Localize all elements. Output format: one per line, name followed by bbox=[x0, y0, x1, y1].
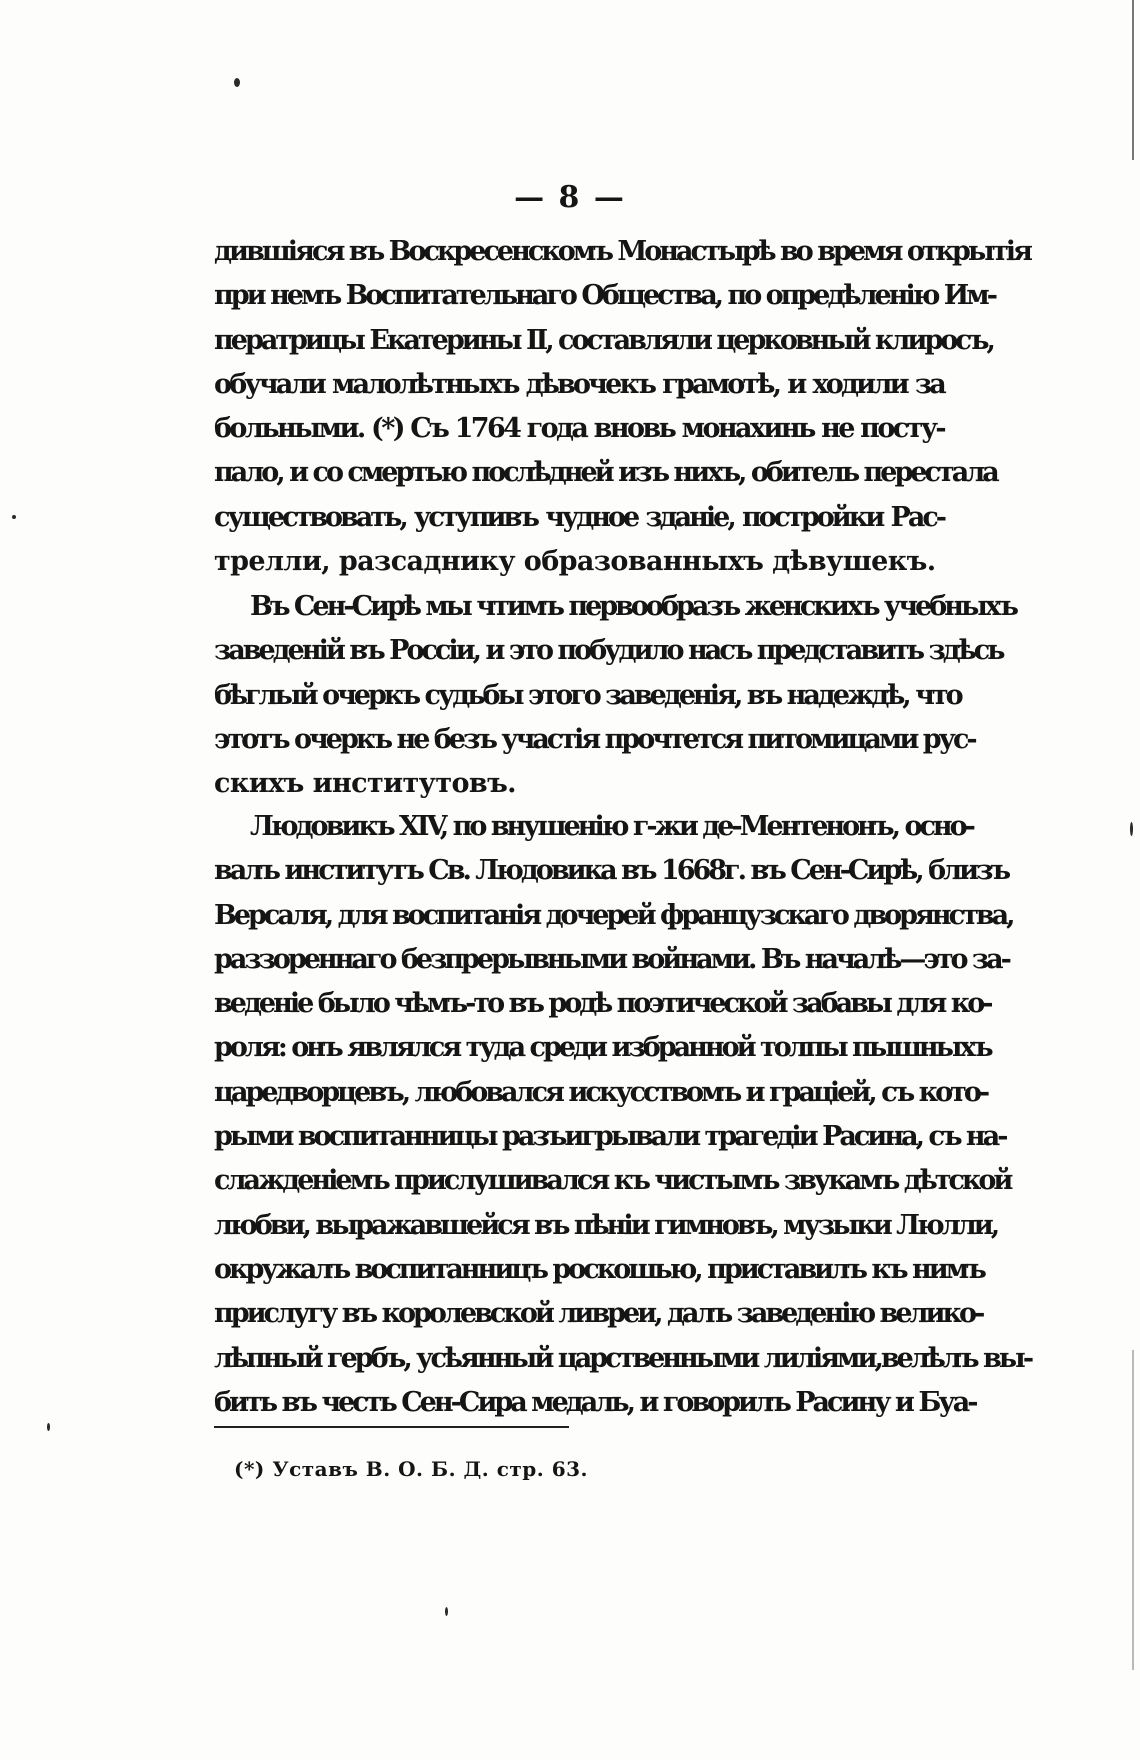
text-line: царедворцевъ, любовался искусствомъ и грацiей, съ кото- bbox=[214, 1076, 988, 1108]
text-line: рыми воспитанницы разъигрывали трагедiи Расина, съ на- bbox=[214, 1121, 1006, 1153]
text-line: любви, выражавшейся въ пѣнiи гимновъ, музыки Люлли, bbox=[214, 1209, 998, 1241]
text-line: раззореннаго безпрерывными войнами. Въ началѣ—это за- bbox=[214, 943, 1009, 975]
text-line: роля: онъ являлся туда среди избранной толпы пышныхъ bbox=[214, 1032, 991, 1064]
text-line: Въ Сен-Сирѣ мы чтимъ первообразъ женскихъ учебныхъ bbox=[250, 591, 1016, 622]
text-line: Людовикъ XIV, по внушенiю г-жи де-Ментенонъ, осно- bbox=[250, 811, 973, 842]
page-number: — 8 — bbox=[514, 180, 626, 215]
text-line: существовать, уступивъ чудное зданiе, постройки Рас- bbox=[214, 501, 944, 533]
text-line: дившiяся въ Воскресенскомъ Монастырѣ во время открытiя bbox=[214, 236, 1030, 267]
text-line: этотъ очеркъ не безъ участiя прочтется питомицами рус- bbox=[214, 723, 975, 755]
text-line: ператрицы Екатерины II, составляли церковный клиросъ, bbox=[214, 324, 993, 356]
scan-speck bbox=[1130, 822, 1133, 836]
paragraph-1 bbox=[214, 230, 1030, 584]
text-line: слажденiемъ прислушивался къ чистымъ звукамъ дѣтской bbox=[214, 1165, 1011, 1197]
text-line: бѣглый очеркъ судьбы этого заведенiя, въ надеждѣ, что bbox=[214, 679, 961, 711]
paragraph-2 bbox=[214, 585, 1016, 806]
text-line: веденiе было чѣмъ-то въ родѣ поэтической забавы для ко- bbox=[214, 988, 991, 1020]
text-line: пало, и со смертью послѣдней изъ нихъ, обитель перестала bbox=[214, 457, 997, 489]
text-line: Версаля, для воспитанiя дочерей французскаго дворянства, bbox=[214, 899, 1013, 931]
scan-speck bbox=[445, 1607, 448, 1616]
page-edge-shadow bbox=[1132, 0, 1134, 160]
text-line: прислугу въ королевской ливреи, далъ заведенiю велико- bbox=[214, 1298, 983, 1330]
text-line: лѣпный гербъ, усѣянный царственными лилiями,велѣлъ вы- bbox=[214, 1342, 1032, 1374]
text-line: заведенiй въ Россiи, и это побудило насъ представить здѣсь bbox=[214, 635, 1003, 667]
text-line: при немъ Воспитательнаго Общества, по опредѣленiю Им- bbox=[214, 280, 995, 312]
scan-speck bbox=[12, 515, 16, 519]
footnote-divider bbox=[214, 1426, 569, 1428]
paragraph-3 bbox=[214, 805, 1032, 1425]
text-line: больными. (*) Съ 1764 года вновь монахинь не посту- bbox=[214, 413, 944, 445]
text-line: обучали малолѣтныхъ дѣвочекъ грамотѣ, и ходили за bbox=[214, 368, 944, 400]
text-line: валъ институтъ Св. Людовика въ 1668г. въ Сен-Сирѣ, близъ bbox=[214, 855, 1009, 887]
page-edge-shadow bbox=[1132, 1350, 1134, 1670]
scan-speck bbox=[234, 78, 240, 87]
scan-speck bbox=[47, 1423, 50, 1431]
text-line: трелли, разсаднику образованныхъ дѣвушекъ. bbox=[214, 546, 936, 578]
text-line: окружалъ воспитанницъ роскошью, приставилъ къ нимъ bbox=[214, 1253, 984, 1285]
footnote: (*) Уставъ В. О. Б. Д. стр. 63. bbox=[234, 1457, 588, 1481]
text-line: бить въ честь Сен-Сира медаль, и говорилъ Расину и Буа- bbox=[214, 1386, 976, 1418]
text-line: скихъ институтовъ. bbox=[214, 768, 516, 800]
